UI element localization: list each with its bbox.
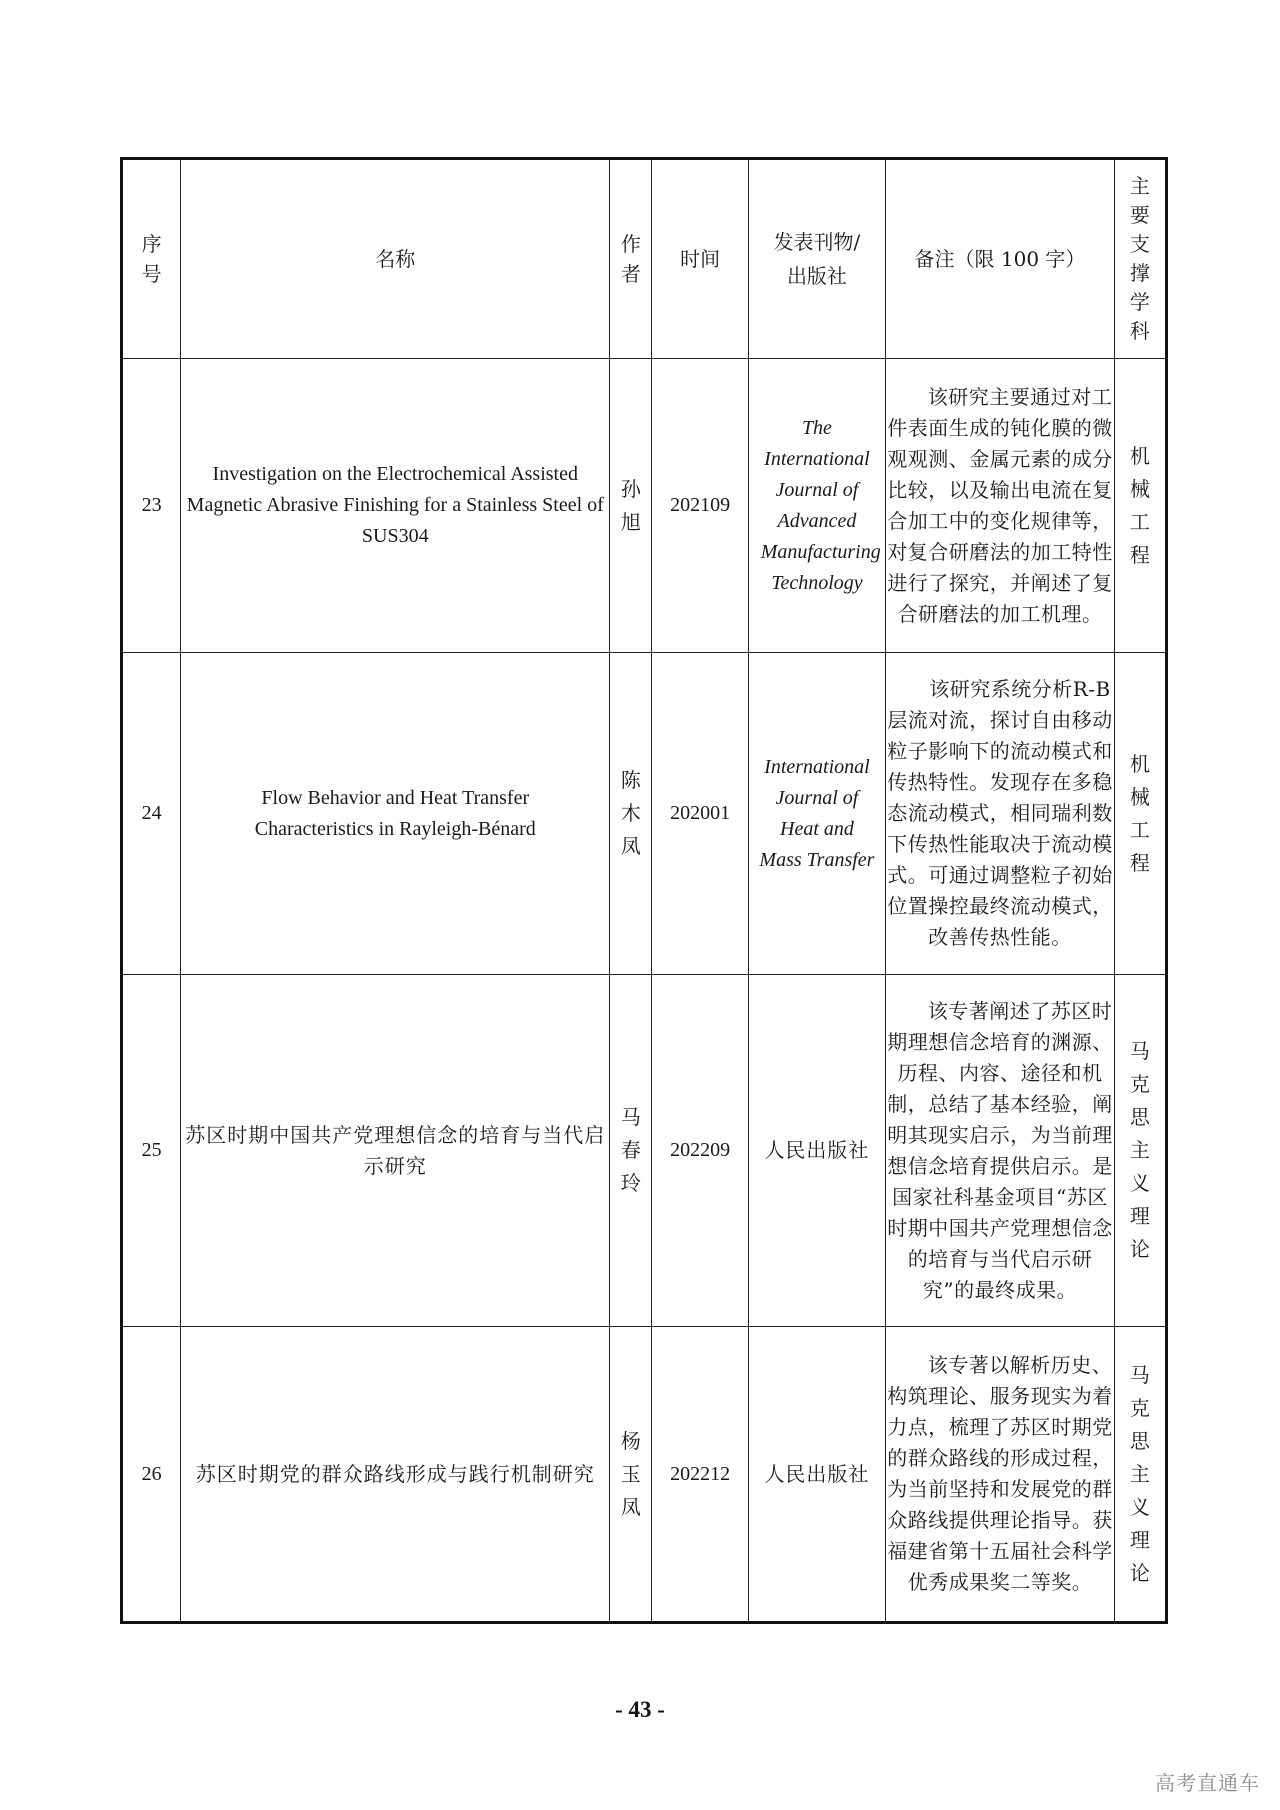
row-title: Flow Behavior and Heat Transfer Characteristics in Rayleigh-Bénard xyxy=(181,653,610,975)
header-note: 备注（限 100 字） xyxy=(886,159,1115,359)
table-row xyxy=(122,359,1167,653)
watermark-text: 高考直通车 xyxy=(1155,1771,1260,1795)
row-date: 202209 xyxy=(652,975,748,1327)
header-index: 序号 xyxy=(122,159,181,359)
row-index: 23 xyxy=(122,359,181,653)
row-index: 26 xyxy=(122,1327,181,1623)
row-date: 202109 xyxy=(652,359,748,653)
header-name: 名称 xyxy=(181,159,610,359)
table-row xyxy=(122,975,1167,1327)
row-author: 陈木凤 xyxy=(610,653,652,975)
row-discipline: 马克思主义理论 xyxy=(1114,975,1166,1327)
row-date: 202001 xyxy=(652,653,748,975)
row-title: 苏区时期党的群众路线形成与践行机制研究 xyxy=(181,1327,610,1623)
row-date: 202212 xyxy=(652,1327,748,1623)
header-author: 作者 xyxy=(610,159,652,359)
row-publisher: International Journal of Heat and Mass Transfer xyxy=(748,653,885,975)
header-publisher: 发表刊物/出版社 xyxy=(748,159,885,359)
row-title: Investigation on the Electrochemical Assisted Magnetic Abrasive Finishing for a Stainless Steel of SUS304 xyxy=(181,359,610,653)
row-discipline: 机械工程 xyxy=(1114,653,1166,975)
row-index: 25 xyxy=(122,975,181,1327)
header-discipline: 主要支撑学科 xyxy=(1114,159,1166,359)
row-author: 孙旭 xyxy=(610,359,652,653)
row-note: 该专著阐述了苏区时期理想信念培育的渊源、历程、内容、途径和机制，总结了基本经验，阐明其现实启示，为当前理想信念培育提供启示。是国家社科基金项目“苏区时期中国共产党理想信念的培育与当代启示研究”的最终成果。 xyxy=(886,975,1115,1327)
row-note: 该研究系统分析R-B 层流对流，探讨自由移动粒子影响下的流动模式和传热特性。发现存在多稳态流动模式，相同瑞利数下传热性能取决于流动模式。可通过调整粒子初始位置操控最终流动模式，改善传热性能。 xyxy=(886,653,1115,975)
row-note: 该研究主要通过对工件表面生成的钝化膜的微观观测、金属元素的成分比较，以及输出电流在复合加工中的变化规律等，对复合研磨法的加工特性进行了探究，并阐述了复合研磨法的加工机理。 xyxy=(886,359,1115,653)
header-row xyxy=(122,159,1167,359)
row-index: 24 xyxy=(122,653,181,975)
table-row xyxy=(122,653,1167,975)
row-publisher: The International Journal of Advanced Manufacturing Technology xyxy=(748,359,885,653)
row-discipline: 机械工程 xyxy=(1114,359,1166,653)
row-publisher: 人民出版社 xyxy=(748,1327,885,1623)
header-date: 时间 xyxy=(652,159,748,359)
row-discipline: 马克思主义理论 xyxy=(1114,1327,1166,1623)
page-number: - 43 - xyxy=(615,1697,665,1722)
row-note: 该专著以解析历史、构筑理论、服务现实为着力点，梳理了苏区时期党的群众路线的形成过程，为当前坚持和发展党的群众路线提供理论指导。获福建省第十五届社会科学优秀成果奖二等奖。 xyxy=(886,1327,1115,1623)
row-title: 苏区时期中国共产党理想信念的培育与当代启示研究 xyxy=(181,975,610,1327)
row-author: 杨玉凤 xyxy=(610,1327,652,1623)
row-publisher: 人民出版社 xyxy=(748,975,885,1327)
table-row xyxy=(122,1327,1167,1623)
row-author: 马春玲 xyxy=(610,975,652,1327)
achievements-table xyxy=(120,157,1168,1624)
